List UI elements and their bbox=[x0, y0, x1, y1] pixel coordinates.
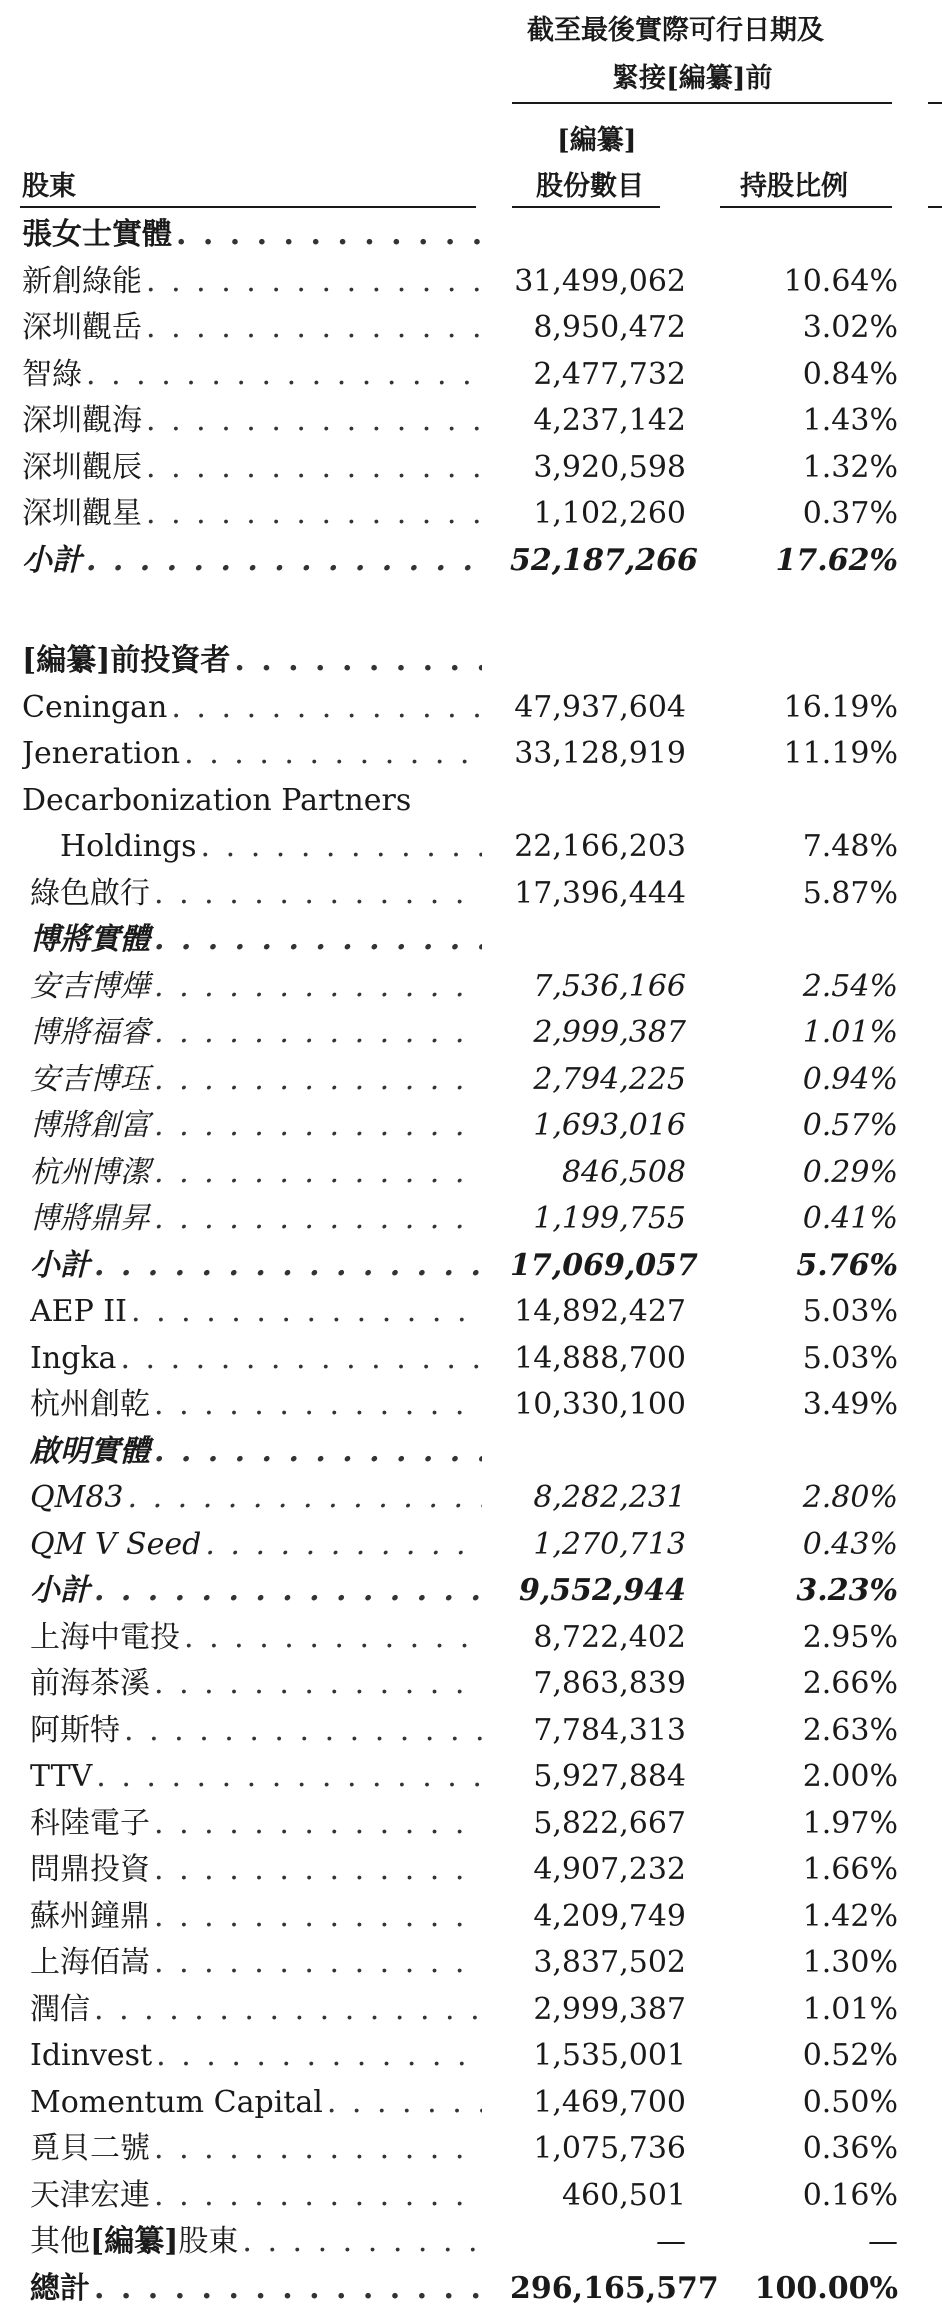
row-label bbox=[30, 2219, 482, 2266]
shares-cell: 1,199,755 bbox=[510, 1196, 686, 1243]
table-row bbox=[0, 1522, 942, 1569]
row-label-text: Idinvest bbox=[30, 2033, 156, 2080]
row-label-text: Ingka bbox=[30, 1336, 120, 1383]
dot-leader bbox=[146, 398, 482, 445]
percentage-cell: 16.19% bbox=[720, 685, 898, 732]
shares-cell: 4,237,142 bbox=[510, 398, 686, 445]
dot-leader bbox=[154, 1940, 482, 1987]
percentage-cell: 1.32% bbox=[720, 445, 898, 492]
row-label bbox=[30, 1475, 482, 1522]
table-row bbox=[0, 212, 942, 259]
dot-leader bbox=[154, 1801, 482, 1848]
table-row bbox=[0, 2219, 942, 2266]
table-row bbox=[0, 685, 942, 732]
shares-cell: 7,863,839 bbox=[510, 1661, 686, 1708]
row-label-text: Ceningan bbox=[22, 685, 171, 732]
section-spacer bbox=[0, 584, 942, 638]
row-label-text: 科陸電子 bbox=[30, 1801, 154, 1848]
column-group-rule bbox=[512, 102, 892, 104]
table-row bbox=[0, 731, 942, 778]
dot-leader bbox=[154, 964, 482, 1011]
row-label-text: 深圳觀辰 bbox=[22, 445, 146, 492]
row-label bbox=[30, 1010, 482, 1057]
percentage-cell: 1.42% bbox=[720, 1894, 898, 1941]
shares-cell: 9,552,944 bbox=[510, 1568, 686, 1615]
row-label bbox=[30, 917, 482, 964]
percentage-cell: 1.43% bbox=[720, 398, 898, 445]
dot-leader bbox=[171, 685, 482, 732]
shares-header-line1: [編纂] bbox=[557, 118, 637, 157]
row-label bbox=[30, 1754, 482, 1801]
table-row bbox=[0, 1847, 942, 1894]
table-row bbox=[0, 2266, 942, 2312]
percentage-cell: 1.30% bbox=[720, 1940, 898, 1987]
percentage-cell: 2.80% bbox=[720, 1475, 898, 1522]
shares-cell: 8,282,231 bbox=[510, 1475, 686, 1522]
shares-cell: 1,535,001 bbox=[510, 2033, 686, 2080]
percentage-cell: 100.00% bbox=[720, 2266, 898, 2312]
row-label-text: 覓貝二號 bbox=[30, 2126, 154, 2173]
shares-cell: 2,999,387 bbox=[510, 1010, 686, 1057]
percentage-cell: 0.29% bbox=[720, 1150, 898, 1197]
dot-leader bbox=[242, 2219, 482, 2266]
shares-header-line2: 股份數目 bbox=[536, 164, 644, 203]
dot-leader bbox=[131, 1289, 482, 1336]
shares-cell: 8,950,472 bbox=[510, 305, 686, 352]
dot-leader bbox=[86, 352, 482, 399]
row-label-text: 小計 bbox=[30, 1243, 94, 1290]
table-row bbox=[0, 445, 942, 492]
shares-cell: 5,927,884 bbox=[510, 1754, 686, 1801]
shares-cell: 7,784,313 bbox=[510, 1708, 686, 1755]
row-label bbox=[30, 1196, 482, 1243]
table-row bbox=[0, 638, 942, 685]
dot-leader bbox=[154, 1847, 482, 1894]
row-label-text: 安吉博珏 bbox=[30, 1057, 154, 1104]
percentage-cell: 0.43% bbox=[720, 1522, 898, 1569]
percentage-cell: 0.37% bbox=[720, 491, 898, 538]
percentage-cell: 5.03% bbox=[720, 1336, 898, 1383]
dot-leader bbox=[96, 1754, 482, 1801]
row-label bbox=[30, 1987, 482, 2034]
table-row bbox=[0, 1894, 942, 1941]
row-label bbox=[30, 1150, 482, 1197]
dot-leader bbox=[154, 1150, 482, 1197]
row-label bbox=[22, 212, 482, 259]
row-label bbox=[30, 1336, 482, 1383]
shares-cell: 1,469,700 bbox=[510, 2080, 686, 2127]
shareholder-header-rule bbox=[20, 206, 476, 208]
row-label bbox=[22, 259, 482, 306]
dot-leader bbox=[154, 2173, 482, 2220]
row-label bbox=[22, 685, 482, 732]
row-label bbox=[22, 638, 482, 685]
percentage-cell: 1.66% bbox=[720, 1847, 898, 1894]
table-row bbox=[0, 1940, 942, 1987]
percentage-cell: 0.50% bbox=[720, 2080, 898, 2127]
dot-leader bbox=[156, 2033, 482, 2080]
dot-leader bbox=[176, 212, 482, 259]
shares-cell: 33,128,919 bbox=[510, 731, 686, 778]
row-label bbox=[30, 1847, 482, 1894]
percentage-cell: 0.41% bbox=[720, 1196, 898, 1243]
table-row bbox=[0, 1057, 942, 1104]
table-row bbox=[0, 1615, 942, 1662]
row-label bbox=[60, 824, 482, 871]
row-label bbox=[30, 1382, 482, 1429]
row-label-text: 博將鼎昇 bbox=[30, 1196, 154, 1243]
percentage-cell: 7.48% bbox=[720, 824, 898, 871]
shareholding-table bbox=[0, 212, 942, 2312]
shares-cell: 8,722,402 bbox=[510, 1615, 686, 1662]
row-label-text: QM V Seed bbox=[30, 1522, 205, 1569]
row-label-text: 上海佰嵩 bbox=[30, 1940, 154, 1987]
percentage-cell: 0.57% bbox=[720, 1103, 898, 1150]
row-label-text: 智綠 bbox=[22, 352, 86, 399]
edge-rule-right bbox=[928, 102, 942, 104]
dot-leader bbox=[154, 1057, 482, 1104]
shares-cell: 14,892,427 bbox=[510, 1289, 686, 1336]
shares-cell: 4,907,232 bbox=[510, 1847, 686, 1894]
row-label bbox=[22, 491, 482, 538]
percentage-cell: 0.16% bbox=[720, 2173, 898, 2220]
dot-leader bbox=[94, 1243, 482, 1290]
dot-leader bbox=[154, 1196, 482, 1243]
shares-cell: 52,187,266 bbox=[510, 538, 686, 585]
table-row bbox=[0, 259, 942, 306]
row-label-text: 張女士實體 bbox=[22, 212, 176, 259]
row-label-text: Jeneration bbox=[22, 731, 184, 778]
dot-leader bbox=[184, 731, 482, 778]
percentage-cell: 0.52% bbox=[720, 2033, 898, 2080]
shares-cell: 14,888,700 bbox=[510, 1336, 686, 1383]
percentage-cell: 2.00% bbox=[720, 1754, 898, 1801]
row-label-text: 小計 bbox=[30, 1568, 94, 1615]
row-label bbox=[30, 1568, 482, 1615]
dot-leader bbox=[146, 259, 482, 306]
table-row bbox=[0, 1987, 942, 2034]
percentage-cell: 1.01% bbox=[720, 1010, 898, 1057]
table-row bbox=[0, 964, 942, 1011]
row-label bbox=[30, 1801, 482, 1848]
row-label bbox=[30, 2080, 482, 2127]
row-label bbox=[30, 2173, 482, 2220]
row-label bbox=[22, 778, 502, 825]
shares-cell: 5,822,667 bbox=[510, 1801, 686, 1848]
row-label-text: 蘇州鐘鼎 bbox=[30, 1894, 154, 1941]
percentage-header-rule bbox=[720, 206, 892, 208]
percentage-cell: 2.66% bbox=[720, 1661, 898, 1708]
percentage-cell: 5.03% bbox=[720, 1289, 898, 1336]
percentage-cell: 0.84% bbox=[720, 352, 898, 399]
row-label-text: AEP II bbox=[30, 1289, 131, 1336]
table-row bbox=[0, 1382, 942, 1429]
row-label-text: 天津宏連 bbox=[30, 2173, 154, 2220]
row-label bbox=[22, 731, 482, 778]
dot-leader bbox=[128, 1475, 483, 1522]
dot-leader bbox=[201, 824, 482, 871]
table-row bbox=[0, 1150, 942, 1197]
row-label-text: 阿斯特 bbox=[30, 1708, 124, 1755]
row-label bbox=[30, 2126, 482, 2173]
table-row bbox=[0, 2126, 942, 2173]
percentage-cell: 5.76% bbox=[720, 1243, 898, 1290]
table-row bbox=[0, 398, 942, 445]
table-row bbox=[0, 1661, 942, 1708]
shares-cell: 296,165,577 bbox=[510, 2266, 686, 2312]
dot-leader bbox=[94, 2266, 482, 2312]
shareholder-header: 股東 bbox=[22, 164, 76, 203]
percentage-cell: 0.94% bbox=[720, 1057, 898, 1104]
table-row bbox=[0, 2080, 942, 2127]
dot-leader bbox=[86, 538, 482, 585]
dot-leader bbox=[154, 1382, 482, 1429]
percentage-header: 持股比例 bbox=[740, 164, 848, 203]
row-label bbox=[30, 1289, 482, 1336]
row-label bbox=[22, 445, 482, 492]
percentage-cell: 11.19% bbox=[720, 731, 898, 778]
table-row bbox=[0, 1196, 942, 1243]
row-label bbox=[30, 1615, 482, 1662]
dot-leader bbox=[154, 917, 482, 964]
shares-cell: 1,270,713 bbox=[510, 1522, 686, 1569]
row-label-text: 深圳觀海 bbox=[22, 398, 146, 445]
dot-leader bbox=[120, 1336, 482, 1383]
row-label-text: TTV bbox=[30, 1754, 96, 1801]
row-label-text: 新創綠能 bbox=[22, 259, 146, 306]
row-label-text: 深圳觀星 bbox=[22, 491, 146, 538]
column-group-title-line1: 截至最後實際可行日期及 bbox=[527, 8, 824, 47]
shares-header-rule bbox=[512, 206, 660, 208]
row-label bbox=[30, 1708, 482, 1755]
dot-leader bbox=[154, 2126, 482, 2173]
table-row bbox=[0, 1568, 942, 1615]
row-label-text: 問鼎投資 bbox=[30, 1847, 154, 1894]
row-label bbox=[30, 1243, 482, 1290]
percentage-cell: 5.87% bbox=[720, 871, 898, 918]
row-label bbox=[30, 1940, 482, 1987]
table-row bbox=[0, 1103, 942, 1150]
row-label bbox=[30, 1894, 482, 1941]
dot-leader bbox=[154, 1661, 482, 1708]
row-label-text: 上海中電投 bbox=[30, 1615, 184, 1662]
row-label-text: 博將實體 bbox=[30, 917, 154, 964]
shares-cell: 2,794,225 bbox=[510, 1057, 686, 1104]
row-label-text: 安吉博燁 bbox=[30, 964, 154, 1011]
row-label-text: 總計 bbox=[30, 2266, 94, 2312]
table-row bbox=[0, 778, 942, 825]
shares-cell: 17,396,444 bbox=[510, 871, 686, 918]
percentage-cell: 3.02% bbox=[720, 305, 898, 352]
row-label-text: Decarbonization Partners bbox=[22, 778, 415, 825]
dot-leader bbox=[154, 1010, 482, 1057]
row-label-text: Momentum Capital bbox=[30, 2080, 327, 2127]
percentage-cell: 3.23% bbox=[720, 1568, 898, 1615]
row-label bbox=[30, 1661, 482, 1708]
shares-cell: 31,499,062 bbox=[510, 259, 686, 306]
row-label bbox=[30, 1522, 482, 1569]
percentage-cell: 2.63% bbox=[720, 1708, 898, 1755]
table-row bbox=[0, 824, 942, 871]
table-row bbox=[0, 352, 942, 399]
row-label-text: [編纂]前投資者 bbox=[22, 638, 234, 685]
row-label bbox=[30, 1103, 482, 1150]
table-row bbox=[0, 871, 942, 918]
row-label bbox=[30, 1429, 482, 1476]
dot-leader bbox=[327, 2080, 482, 2127]
shares-cell: 2,477,732 bbox=[510, 352, 686, 399]
dot-leader bbox=[234, 638, 482, 685]
percentage-cell: — bbox=[720, 2219, 898, 2266]
table-row bbox=[0, 2033, 942, 2080]
shares-cell: 3,920,598 bbox=[510, 445, 686, 492]
percentage-cell: 2.54% bbox=[720, 964, 898, 1011]
table-header bbox=[0, 0, 942, 220]
table-row bbox=[0, 538, 942, 585]
row-label bbox=[22, 538, 482, 585]
shares-cell: — bbox=[510, 2219, 686, 2266]
shares-cell: 1,693,016 bbox=[510, 1103, 686, 1150]
percentage-cell: 1.97% bbox=[720, 1801, 898, 1848]
percentage-cell: 2.95% bbox=[720, 1615, 898, 1662]
row-label-text: 博將創富 bbox=[30, 1103, 154, 1150]
dot-leader bbox=[146, 445, 482, 492]
dot-leader bbox=[146, 491, 482, 538]
row-label bbox=[22, 305, 482, 352]
table-row bbox=[0, 1754, 942, 1801]
row-label-text: QM83 bbox=[30, 1475, 128, 1522]
table-row bbox=[0, 305, 942, 352]
row-label-text: 啟明實體 bbox=[30, 1429, 154, 1476]
dot-leader bbox=[146, 305, 482, 352]
table-row bbox=[0, 1289, 942, 1336]
table-row bbox=[0, 1010, 942, 1057]
shares-cell: 1,102,260 bbox=[510, 491, 686, 538]
row-label bbox=[30, 2266, 482, 2312]
table-row bbox=[0, 1243, 942, 1290]
dot-leader bbox=[124, 1708, 482, 1755]
row-label-text: 綠色啟行 bbox=[30, 871, 154, 918]
row-label-text: 深圳觀岳 bbox=[22, 305, 146, 352]
row-label-text: Holdings bbox=[60, 824, 201, 871]
table-row bbox=[0, 1429, 942, 1476]
shares-cell: 10,330,100 bbox=[510, 1382, 686, 1429]
shares-cell: 2,999,387 bbox=[510, 1987, 686, 2034]
dot-leader bbox=[94, 1568, 482, 1615]
percentage-cell: 17.62% bbox=[720, 538, 898, 585]
shares-cell: 4,209,749 bbox=[510, 1894, 686, 1941]
table-row bbox=[0, 1801, 942, 1848]
percentage-cell: 3.49% bbox=[720, 1382, 898, 1429]
shares-cell: 7,536,166 bbox=[510, 964, 686, 1011]
table-row bbox=[0, 1336, 942, 1383]
shares-cell: 22,166,203 bbox=[510, 824, 686, 871]
dot-leader bbox=[205, 1522, 482, 1569]
percentage-cell: 1.01% bbox=[720, 1987, 898, 2034]
table-row bbox=[0, 491, 942, 538]
row-label-text: 小計 bbox=[22, 538, 86, 585]
shares-cell: 846,508 bbox=[510, 1150, 686, 1197]
shares-cell: 460,501 bbox=[510, 2173, 686, 2220]
shares-cell: 17,069,057 bbox=[510, 1243, 686, 1290]
row-label-text: 博將福睿 bbox=[30, 1010, 154, 1057]
row-label-text: 其他[編纂]股東 bbox=[30, 2219, 242, 2266]
row-label bbox=[30, 871, 482, 918]
dot-leader bbox=[154, 1429, 482, 1476]
row-label bbox=[30, 2033, 482, 2080]
dot-leader bbox=[184, 1615, 482, 1662]
row-label bbox=[30, 964, 482, 1011]
dot-leader bbox=[154, 1894, 482, 1941]
row-label-text: 前海茶溪 bbox=[30, 1661, 154, 1708]
percentage-cell: 0.36% bbox=[720, 2126, 898, 2173]
column-group-title-line2: 緊接[編纂]前 bbox=[612, 56, 773, 95]
dot-leader bbox=[94, 1987, 482, 2034]
row-label bbox=[22, 352, 482, 399]
dot-leader bbox=[154, 871, 482, 918]
table-row bbox=[0, 1708, 942, 1755]
shares-cell: 47,937,604 bbox=[510, 685, 686, 732]
row-label bbox=[22, 398, 482, 445]
shares-cell: 1,075,736 bbox=[510, 2126, 686, 2173]
table-row bbox=[0, 2173, 942, 2220]
edge-rule-right-lower bbox=[928, 206, 942, 208]
row-label bbox=[30, 1057, 482, 1104]
table-row bbox=[0, 1475, 942, 1522]
shares-cell: 3,837,502 bbox=[510, 1940, 686, 1987]
table-row bbox=[0, 917, 942, 964]
row-label-text: 杭州博潔 bbox=[30, 1150, 154, 1197]
row-label-text: 潤信 bbox=[30, 1987, 94, 2034]
row-label-text: 杭州創乾 bbox=[30, 1382, 154, 1429]
percentage-cell: 10.64% bbox=[720, 259, 898, 306]
dot-leader bbox=[154, 1103, 482, 1150]
